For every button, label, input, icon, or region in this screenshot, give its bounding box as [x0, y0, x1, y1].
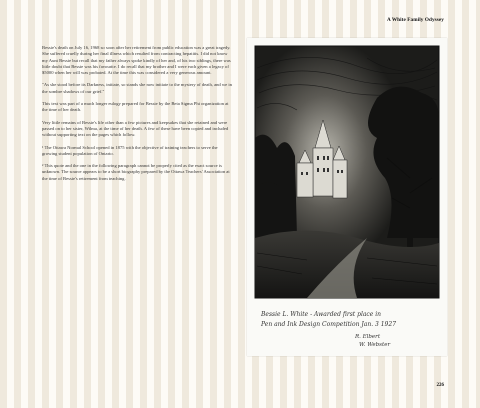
- paragraph-quote: "As she stood before its Darkness, initiate, so stands she now initiate to the mystery of death, and we in the sombre shadows of our grief.": [42, 82, 232, 94]
- signature-2: W. Webster: [359, 342, 391, 348]
- signature: R. Elbert: [355, 334, 381, 340]
- paragraph-death: Bessie's death on July 16, 1968 so soon after her retirement from public education was a great tragedy. She suffered cruelly during her final illness which resulted from contracting hepatitis. I did not know my Aunt Bessie but recall that my father always spoke kindly of her and, of his two siblings, there was little doubt that Bessie was his favourite. I do recall that my brother and I were each given a legacy of $5000 when her will was probated. At the time this was considered a very generous amount.: [42, 45, 231, 76]
- drawing-illustration: [247, 38, 447, 356]
- paragraph-keepsakes: Very little remains of Bessie's life other than a few pictures and keepsakes that she retained and were passed on to her sister, Wilma, at the time of her death. A few of these have been copied and included without supporting text on the pages which follow.: [42, 119, 229, 138]
- pen-and-ink-drawing: [247, 38, 447, 356]
- page-number: 226: [436, 383, 444, 388]
- caption-line-1: Bessie L. White - Awarded first place in: [261, 311, 382, 318]
- body-text: [42, 45, 232, 188]
- footnote-2: ² This quote and the one in the following paragraph cannot be properly cited as the exact source is unknown. The source appears to be a short biography prepared by the Ottawa Teachers' Association at the time of Bessie's retirement from teaching.: [42, 163, 230, 181]
- paragraph-eulogy: This text was part of a much longer eulogy prepared for Bessie by the Beta Sigma Phi organization at the time of her death.: [42, 101, 229, 113]
- trees-left: [255, 135, 297, 248]
- footnote-1: ¹ The Ottawa Normal School opened in 1875 with the objective of training teachers to serve the growing student population of Ontario.: [42, 144, 218, 156]
- running-title: A White Family Odyssey: [386, 17, 444, 23]
- caption-line-2: Pen and Ink Design Competition Jan. 3 1927: [261, 321, 397, 328]
